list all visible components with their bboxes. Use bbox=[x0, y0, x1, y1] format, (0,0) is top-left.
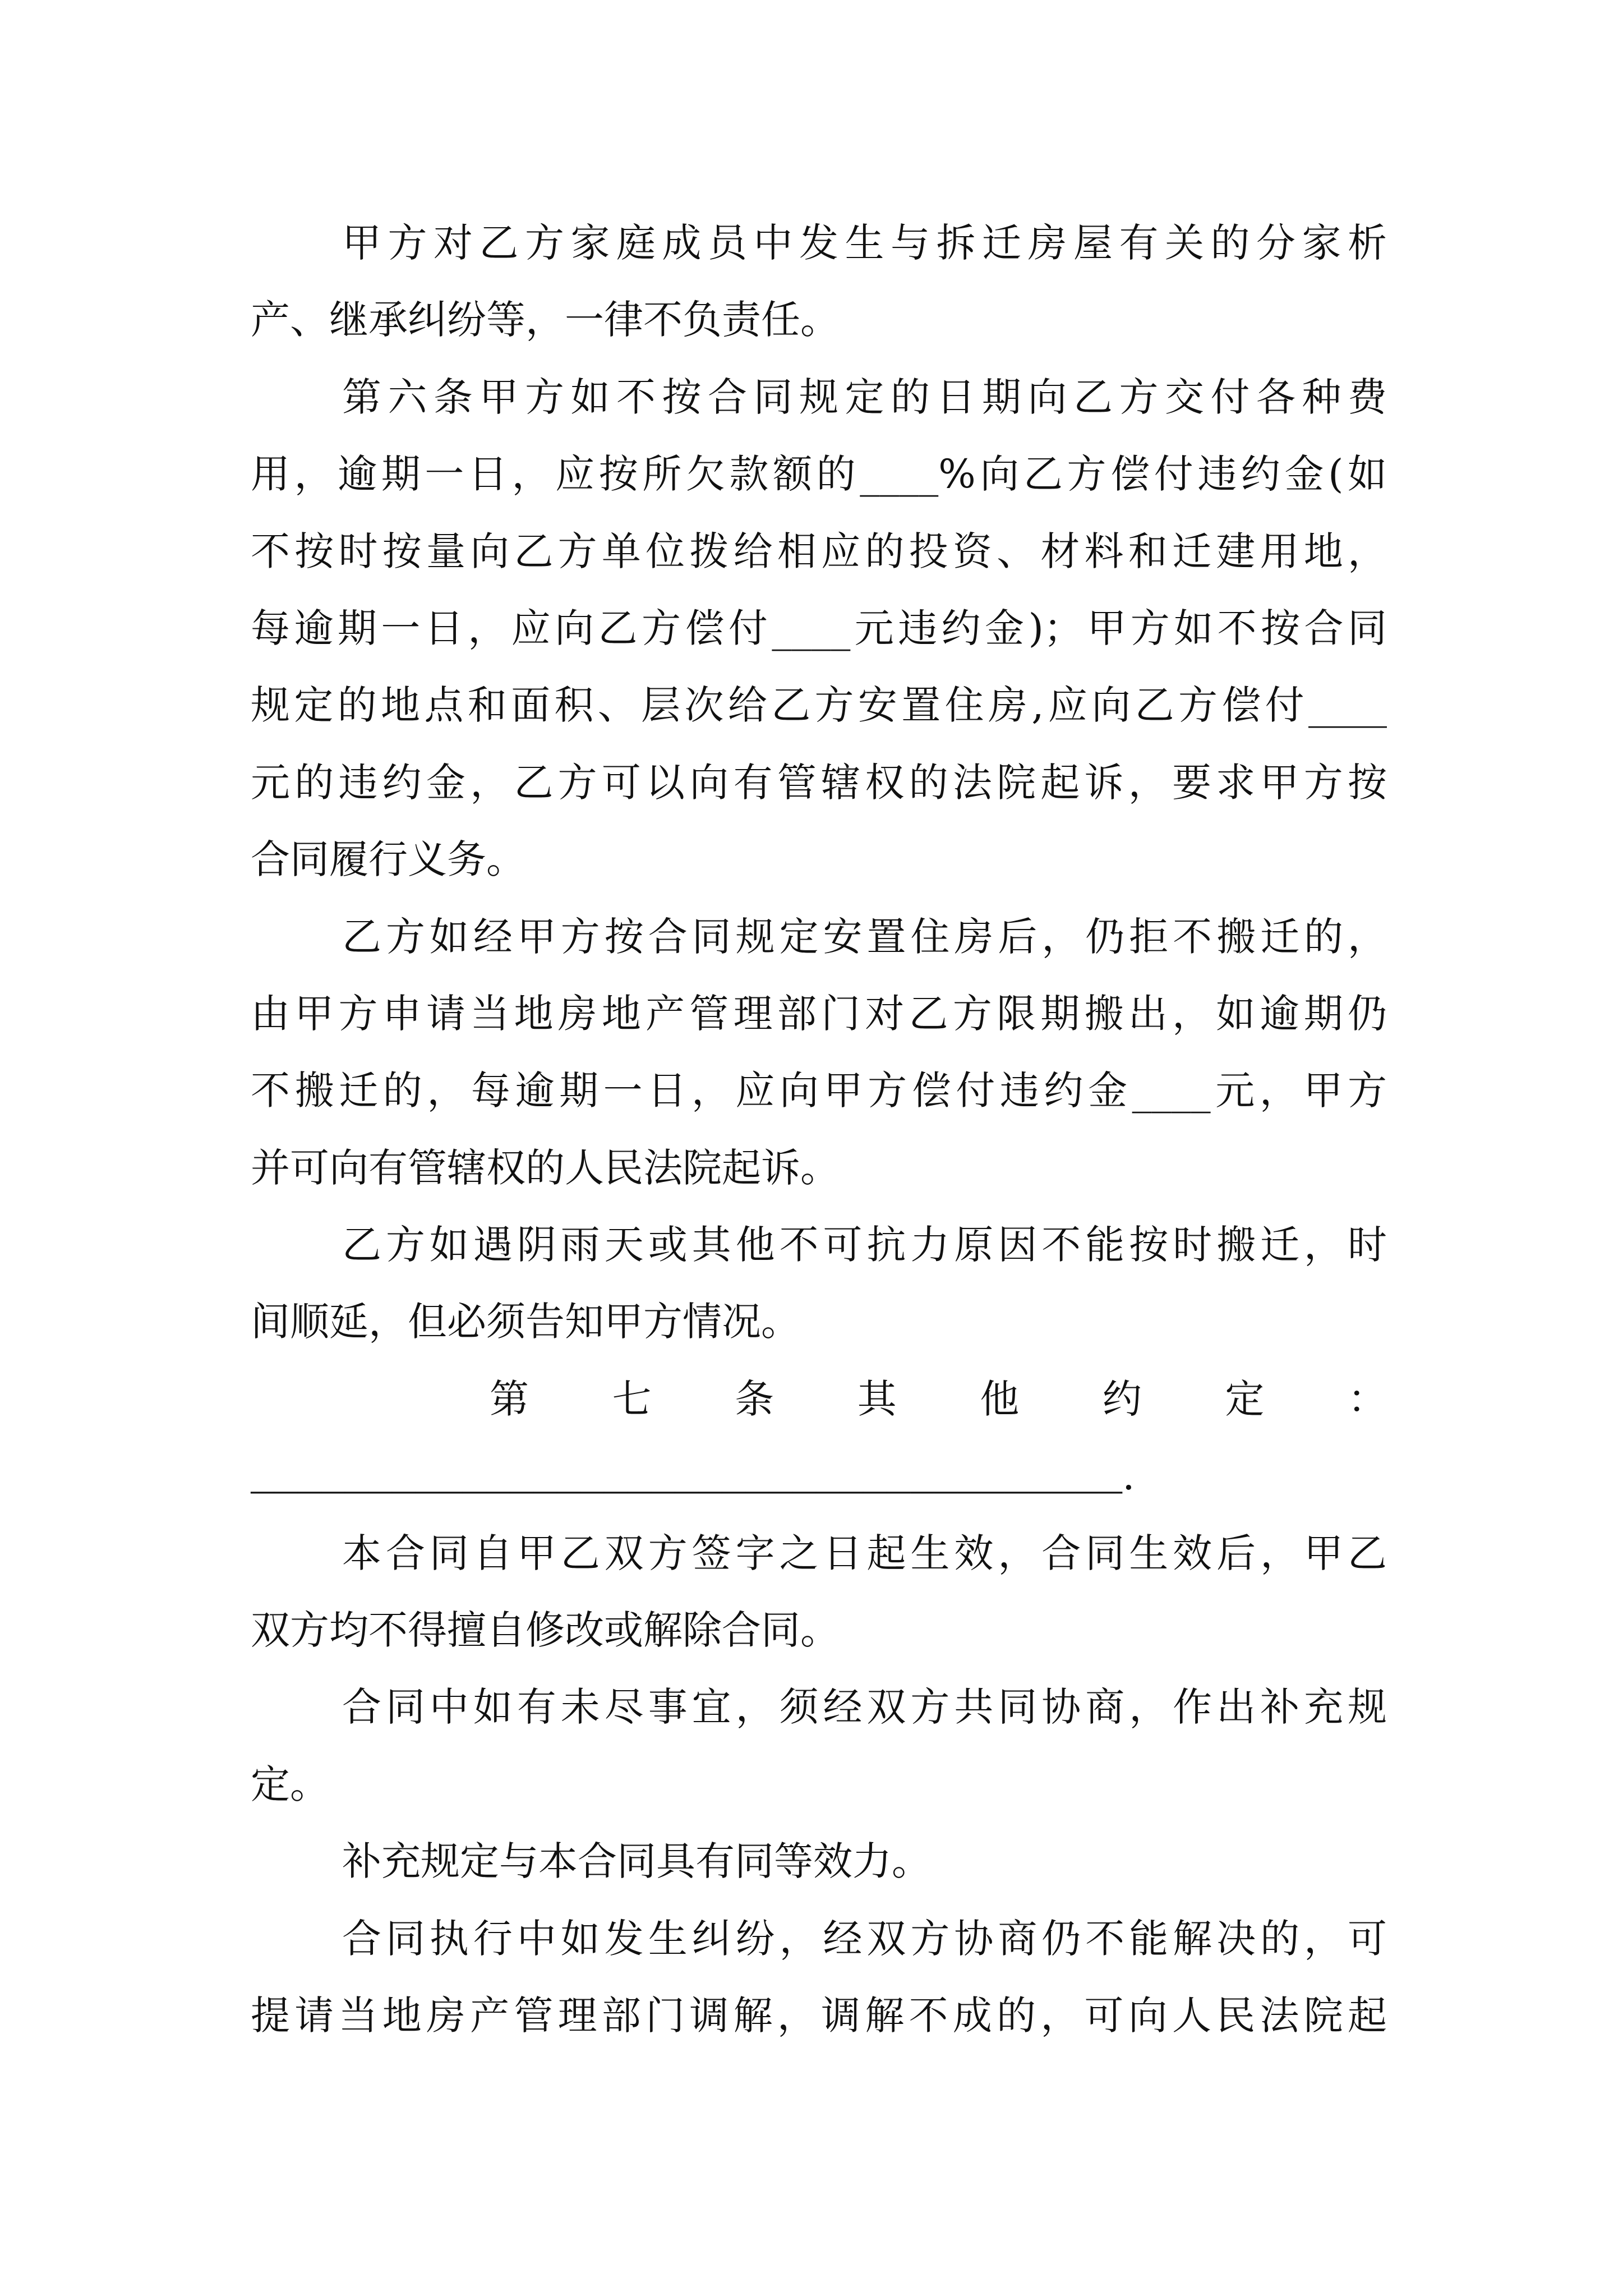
paragraph-line: 甲方对乙方家庭成员中发生与拆迁房屋有关的分家析 bbox=[342, 220, 1387, 266]
article-7-blank-line bbox=[251, 1438, 1387, 1515]
paragraph-line: 乙方如经甲方按合同规定安置住房后，仍拒不搬迁的， bbox=[342, 913, 1387, 960]
document-body bbox=[251, 205, 1387, 2054]
paragraph-line: 规定的地点和面积、层次给乙方安置住房,应向乙方偿付____ bbox=[251, 682, 1387, 729]
blank-line-period: . bbox=[1122, 1453, 1135, 1499]
paragraph-line: 合同中如有未尽事宜，须经双方共同协商，作出补充规 bbox=[342, 1684, 1387, 1731]
paragraph-family-disputes bbox=[251, 205, 1387, 359]
paragraph-line: 本合同自甲乙双方签字之日起生效，合同生效后，甲乙 bbox=[342, 1530, 1387, 1576]
paragraph-line: 补充规定与本合同具有同等效力。 bbox=[342, 1838, 931, 1885]
paragraph-line: 每逾期一日，应向乙方偿付____元违约金)；甲方如不按合同 bbox=[251, 605, 1387, 651]
paragraph-line: 并可向有管辖权的人民法院起诉。 bbox=[251, 1144, 840, 1191]
paragraph-line: 双方均不得擅自修改或解除合同。 bbox=[251, 1607, 840, 1654]
paragraph-line: 产、继承纠纷等，一律不负责任。 bbox=[251, 297, 840, 343]
paragraph-supplementary-matters bbox=[251, 1669, 1387, 1823]
paragraph-effective-date bbox=[251, 1515, 1387, 1669]
paragraph-line: 元的违约金，乙方可以向有管辖权的法院起诉，要求甲方按 bbox=[251, 759, 1387, 806]
paragraph-dispute-resolution bbox=[251, 1901, 1387, 2055]
fill-in-blank: _____________________________________ bbox=[251, 1457, 1123, 1502]
paragraph-line: 提请当地房产管理部门调解，调解不成的，可向人民法院起 bbox=[251, 1992, 1387, 2039]
paragraph-line: 乙方如遇阴雨天或其他不可抗力原因不能按时搬迁，时 bbox=[342, 1222, 1387, 1268]
paragraph-equal-effect bbox=[251, 1823, 1387, 1900]
paragraph-line: 不按时按量向乙方单位拨给相应的投资、材料和迁建用地， bbox=[251, 528, 1387, 574]
paragraph-line: 定。 bbox=[251, 1761, 329, 1807]
paragraph-line: 用，逾期一日，应按所欠款额的____%向乙方偿付违约金(如 bbox=[251, 451, 1387, 498]
paragraph-line: 合同执行中如发生纠纷，经双方协商仍不能解决的，可 bbox=[342, 1915, 1387, 1962]
article-7-heading: 第七条其他约定： bbox=[490, 1375, 1387, 1422]
paragraph-line: 由甲方申请当地房地产管理部门对乙方限期搬出，如逾期仍 bbox=[251, 990, 1387, 1037]
paragraph-force-majeure bbox=[251, 1207, 1387, 1361]
paragraph-line: 合同履行义务。 bbox=[251, 836, 525, 883]
paragraph-refusal-to-relocate bbox=[251, 899, 1387, 1207]
paragraph-article-7 bbox=[251, 1361, 1387, 1515]
paragraph-line: 间顺延，但必须告知甲方情况。 bbox=[251, 1299, 800, 1345]
paragraph-line: 不搬迁的，每逾期一日，应向甲方偿付违约金____元，甲方 bbox=[251, 1068, 1387, 1114]
paragraph-line: 第六条甲方如不按合同规定的日期向乙方交付各种费 bbox=[342, 374, 1387, 420]
paragraph-article-6 bbox=[251, 359, 1387, 899]
